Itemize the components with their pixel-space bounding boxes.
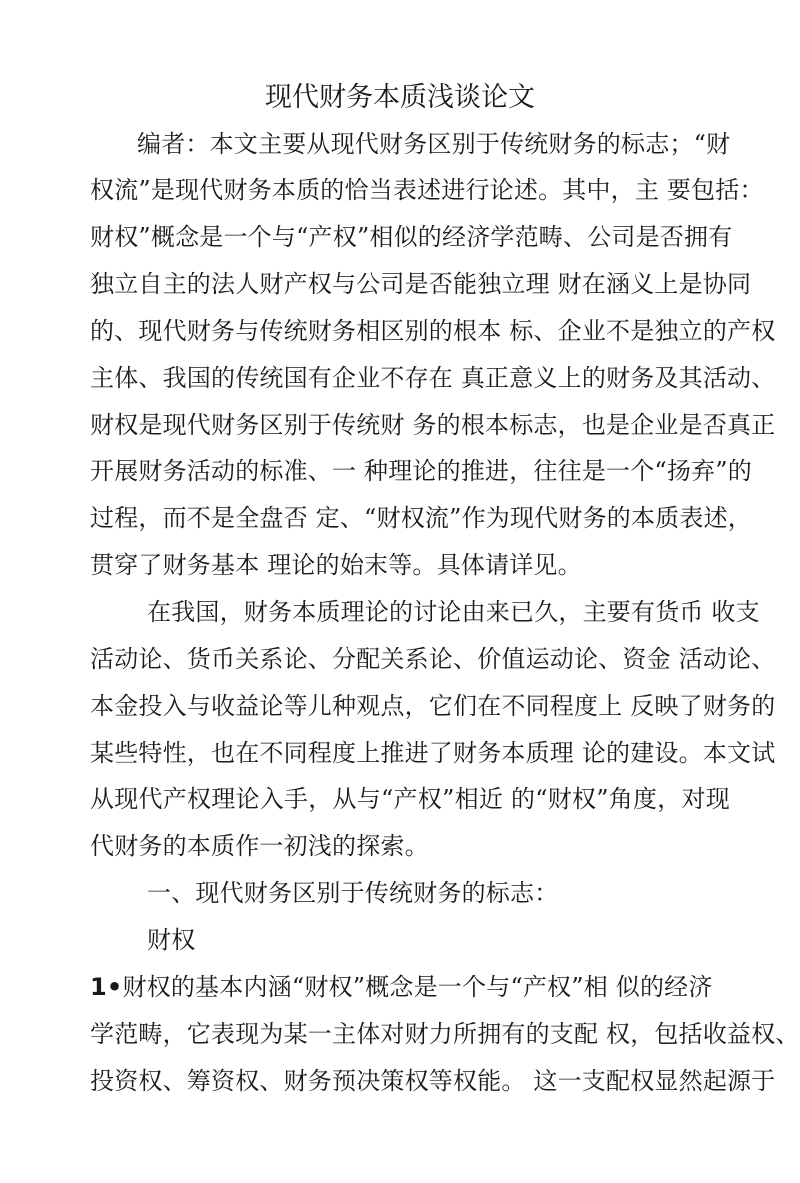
abstract-line-4: 独立自主的法人财产权与公司是否能独立理 财在涵义上是协同 [90, 270, 752, 298]
abstract-line-2: 权流”是现代财务本质的恰当表述进行论述。其中，主 要包括： [90, 176, 764, 204]
intro-line-3: 本金投入与收益论等儿种观点，它们在不同程度上 反映了财务的 [90, 692, 776, 720]
item-line-2: 学范畴，它表现为某一主体对财力所拥有的支配 权，包括收益权、 [90, 1020, 800, 1048]
item-line-3: 投资权、筹资权、财务预决策权等权能。 这一支配权显然起源于 [90, 1067, 776, 1095]
item-line-1-text: 财权的基本内涵“财权”概念是一个与“产权”相 似的经济 [122, 973, 713, 1001]
intro-line-6: 代财务的本质作一初浅的探索。 [90, 832, 429, 860]
document-title: 现代财务本质浅谈论文 [265, 82, 535, 113]
abstract-line-6: 主体、我国的传统国有企业不存在 真正意义上的财务及其活动、 [90, 364, 776, 392]
section-heading: 一、现代财务区别于传统财务的标志： [147, 879, 559, 907]
abstract-line-8: 开展财务活动的标准、一 种理论的推进，往往是一个“扬弃”的 [90, 457, 752, 485]
intro-line-5: 从现代产权理论入手，从与“产权”相近 的“财权”角度，对现 [90, 785, 730, 813]
intro-line-2: 活动论、货币关系论、分配关系论、价值运动论、资金 活动论、 [90, 645, 776, 673]
abstract-line-9: 过程，而不是全盘否 定、“财权流”作为现代财务的本质表述， [90, 504, 752, 532]
abstract-line-1: 编者：本文主要从现代财务区别于传统财务的标志；“财 [137, 130, 731, 158]
intro-line-4: 某些特性，也在不同程度上推进了财务本质理 论的建设。本文试 [90, 739, 776, 767]
subheading: 财权 [147, 926, 196, 954]
item-line-1 [90, 971, 730, 1003]
abstract-line-3: 财权”概念是一个与“产权”相似的经济学范畴、公司是否拥有 [90, 223, 733, 251]
abstract-line-7: 财权是现代财务区别于传统财 务的根本标志，也是企业是否真正 [90, 411, 776, 439]
abstract-line-10: 贯穿了财务基本 理论的始末等。具体请详见。 [90, 551, 582, 579]
intro-line-1: 在我国，财务本质理论的讨论由来已久，主要有货币 收支 [147, 598, 760, 626]
item-number: 1• [90, 973, 123, 1001]
abstract-line-5: 的、现代财务与传统财务相区别的根本 标、企业不是独立的产权 [90, 317, 776, 345]
